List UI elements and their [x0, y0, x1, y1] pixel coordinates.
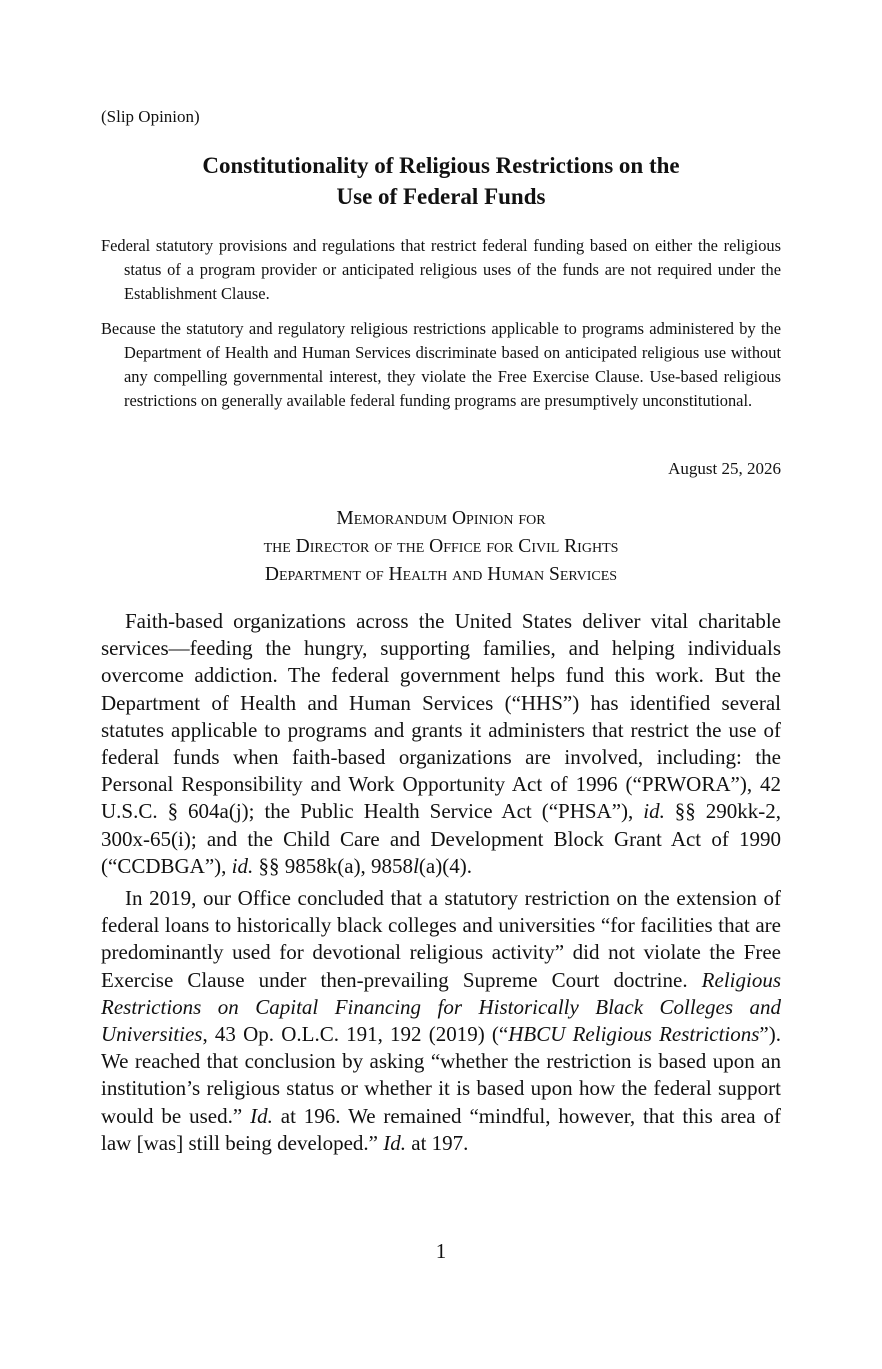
opinion-body — [101, 608, 781, 1162]
p2-id-citation-1: Id. — [250, 1103, 273, 1128]
memo-line-3: Department of Health and Human Services — [264, 564, 618, 585]
p1-text-1: Faith-based organizations across the United States deliver vital charitable services—feeding the hungry, supporting families, and helping individuals overcome addiction. The federal government helps fund this work. But the Department of Health and Human Services (“HHS”) has identified several statutes applicable to programs and grants it administers that restrict the use of federal funds when faith-based organizations are involved, including: the Personal Responsibility and Work Opportunity Act of 1996 (“PRWORA”), 42 U.S.C. § 604a(j); the Public Health Service Act (“PHSA”), — [101, 609, 781, 824]
p1-id-citation-1: id. — [643, 799, 665, 824]
document-title — [101, 150, 781, 212]
document-page — [101, 0, 781, 1369]
p2-text-1: In 2019, our Office concluded that a statutory restriction on the extension of federal loans to historically black colleges and universities “for facilities that are predominantly used for devotional religious activity” did not violate the Free Exercise Clause under then-prevailing Supreme Court doctrine. — [101, 886, 781, 992]
p2-id-citation-2: Id. — [383, 1130, 406, 1155]
p2-text-5: at 197. — [406, 1130, 469, 1155]
p2-text-3: ”). We reached that conclusion by asking “whether the restriction is based upon an institution’s religious status or whether it is based upon how the federal support would be used.” — [101, 1022, 781, 1128]
memorandum-heading — [101, 505, 781, 589]
p2-text-2: , 43 Op. O.L.C. 191, 192 (2019) (“ — [202, 1022, 509, 1047]
headnote-1: Federal statutory provisions and regulations that restrict federal funding based on either the religious status of a program provider or anticipated religious uses of the funds are not required under the Establishment Clause. — [101, 236, 781, 303]
p1-id-citation-2: id. — [231, 853, 254, 878]
p2-short-citation: HBCU Religious Restrictions — [508, 1022, 760, 1047]
memo-line-2: the Director of the Office for Civil Rights — [263, 536, 619, 557]
opinion-date: August 25, 2026 — [668, 459, 781, 478]
body-paragraph-1 — [101, 608, 781, 880]
p1-text-2: §§ 290kk-2, 300x-65(i); and the Child Care and Development Block Grant Act of 1990 (“CCDBGA”), — [101, 799, 781, 878]
p1-text-4: (a)(4). — [418, 853, 472, 878]
p2-text-4: at 196. We remained “mindful, however, that this area of law [was] still being developed.” — [101, 1103, 782, 1155]
slip-opinion-label: (Slip Opinion) — [101, 107, 200, 126]
memo-line-1: Memorandum Opinion for — [336, 508, 546, 529]
headnotes — [101, 234, 781, 424]
headnote-2: Because the statutory and regulatory religious restrictions applicable to programs administered by the Department of Health and Human Services discriminate based on anticipated religious use without any compelling governmental interest, they violate the Free Exercise Clause. Use-based religious restrictions on generally available federal funding programs are presumptively unconstitutional. — [101, 319, 781, 410]
p2-case-title: Religious Restrictions on Capital Financing for Historically Black Colleges and Universities — [101, 967, 781, 1047]
title-line-1: Constitutionality of Religious Restrictions on the — [202, 153, 680, 178]
page-number: 1 — [435, 1239, 447, 1263]
body-paragraph-2 — [101, 885, 781, 1157]
p1-italic-l: l — [413, 853, 419, 878]
p1-text-3: §§ 9858k(a), 9858 — [253, 853, 414, 878]
title-line-2: Use of Federal Funds — [336, 184, 546, 209]
